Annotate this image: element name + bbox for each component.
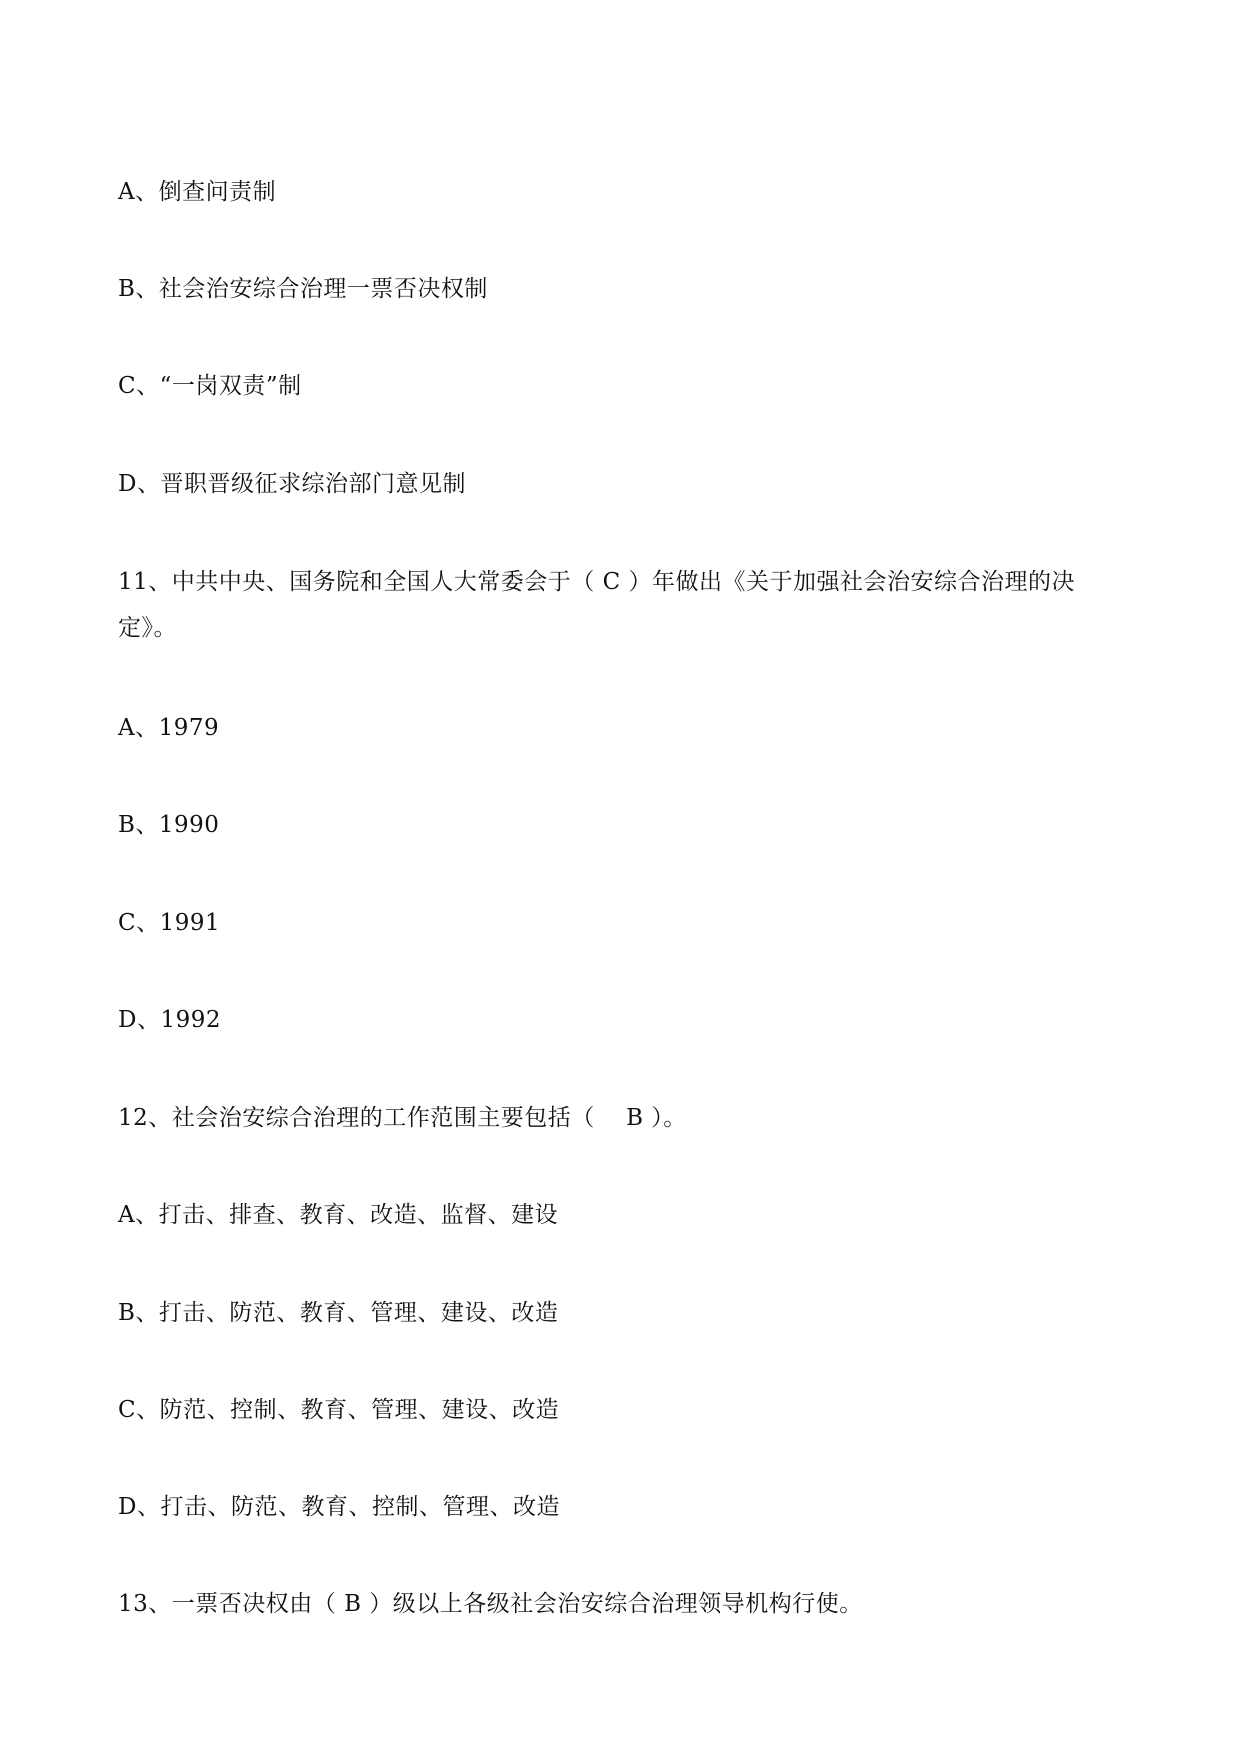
q11-question: 11、中共中央、国务院和全国人大常委会于（ C ）年做出《关于加强社会治安综合治理的决定》。	[118, 569, 1075, 641]
q11-option-a: A、1979	[118, 715, 220, 741]
q11-option-b: B、1990	[118, 812, 220, 838]
q11-option-d: D、1992	[118, 1007, 221, 1033]
q12-option-c: C、防范、控制、教育、管理、建设、改造	[118, 1397, 560, 1423]
q13-question: 13、一票否决权由（ B ）级以上各级社会治安综合治理领导机构行使。	[118, 1591, 863, 1617]
q10-option-c: C、“一岗双责”制	[118, 373, 302, 399]
q11-option-c: C、1991	[118, 910, 221, 936]
q10-option-a: A、倒查问责制	[118, 179, 277, 205]
q10-option-b: B、社会治安综合治理一票否决权制	[118, 276, 488, 302]
q12-option-a: A、打击、排查、教育、改造、监督、建设	[118, 1202, 559, 1228]
q12-option-b: B、打击、防范、教育、管理、建设、改造	[118, 1300, 559, 1326]
q12-question: 12、社会治安综合治理的工作范围主要包括（ B ）。	[118, 1105, 687, 1131]
q10-option-d: D、晋职晋级征求综治部门意见制	[118, 471, 466, 497]
q12-option-d: D、打击、防范、教育、控制、管理、改造	[118, 1494, 560, 1520]
